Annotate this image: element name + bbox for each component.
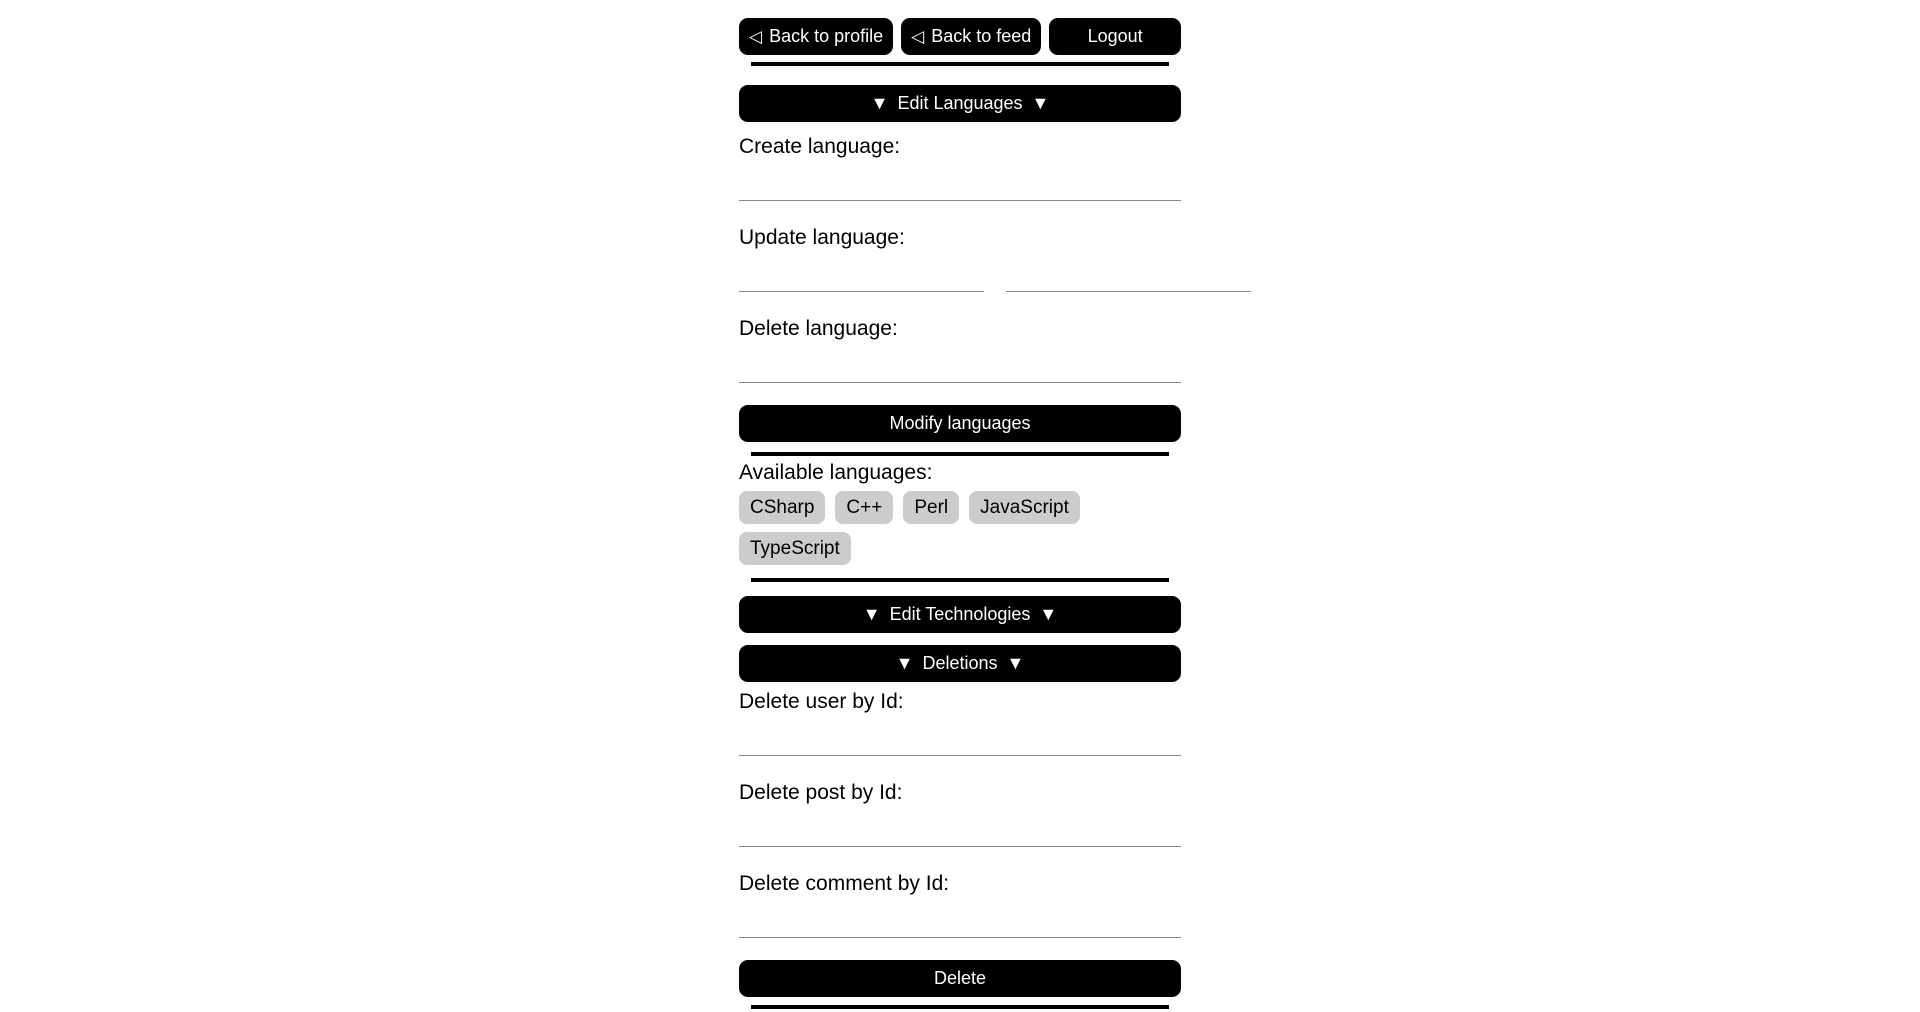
edit-languages-toggle[interactable] [739,85,1181,122]
delete-user-id-input[interactable] [739,712,1181,756]
back-to-feed-button[interactable] [901,18,1041,55]
language-chip: JavaScript [969,491,1080,524]
logout-button[interactable] [1049,18,1181,55]
edit-languages-toggle-label: Edit Languages [897,93,1023,113]
caret-down-icon: ▼ [1006,653,1025,673]
edit-technologies-toggle-label: Edit Technologies [889,604,1031,624]
logout-label: Logout [1087,26,1143,46]
delete-post-field-group [739,782,1181,847]
section-divider [751,452,1169,456]
delete-post-id-input[interactable] [739,803,1181,847]
deletions-toggle[interactable] [739,645,1181,682]
section-divider [751,62,1169,66]
delete-button[interactable] [739,960,1181,997]
deletions-toggle-label: Deletions [922,653,998,673]
modify-languages-label: Modify languages [889,413,1031,433]
caret-down-icon: ▼ [895,653,914,673]
delete-user-label: Delete user by Id: [739,690,904,713]
back-arrow-icon: ◁ [749,27,763,46]
language-chip: CSharp [739,491,825,524]
delete-comment-id-input[interactable] [739,894,1181,938]
delete-post-label: Delete post by Id: [739,781,903,804]
language-chip: Perl [903,491,959,524]
create-language-field-group [739,136,1181,201]
delete-comment-field-group [739,873,1181,938]
top-navigation [739,18,1181,55]
back-to-profile-button[interactable] [739,18,893,55]
delete-user-field-group [739,691,1181,756]
section-divider [751,578,1169,582]
back-to-feed-label: Back to feed [931,26,1032,46]
caret-down-icon: ▼ [862,604,881,624]
edit-technologies-toggle[interactable] [739,596,1181,633]
update-language-newname-input[interactable] [1006,248,1251,292]
create-language-input[interactable] [739,157,1181,201]
language-chip: TypeScript [739,532,851,565]
caret-down-icon: ▼ [870,93,889,113]
create-language-label: Create language: [739,135,901,158]
admin-panel [739,0,1181,1009]
available-languages-label: Available languages: [739,461,933,484]
update-language-label: Update language: [739,226,905,249]
caret-down-icon: ▼ [1039,604,1058,624]
back-arrow-icon: ◁ [911,27,925,46]
modify-languages-button[interactable] [739,405,1181,442]
available-languages-list [739,491,1181,565]
delete-language-input[interactable] [739,339,1181,383]
delete-button-label: Delete [933,968,987,988]
delete-language-label: Delete language: [739,317,898,340]
language-chip: C++ [835,491,893,524]
delete-comment-label: Delete comment by Id: [739,872,950,895]
update-language-field-group [739,227,1181,292]
caret-down-icon: ▼ [1031,93,1050,113]
update-language-name-input[interactable] [739,248,984,292]
back-to-profile-label: Back to profile [769,26,884,46]
update-language-inputs [739,248,1181,292]
section-divider [751,1005,1169,1009]
delete-language-field-group [739,318,1181,383]
